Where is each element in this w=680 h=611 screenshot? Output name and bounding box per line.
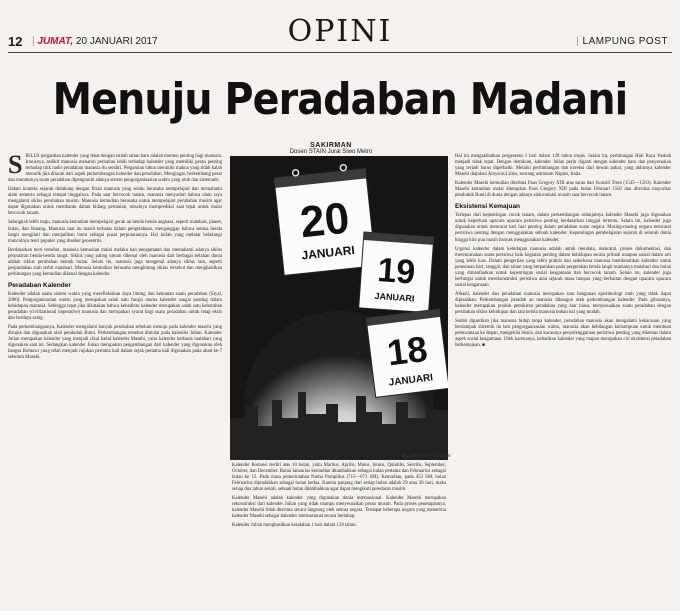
calendar-number: 18 <box>384 327 430 374</box>
subheading: Peradaban Kalender <box>8 281 71 289</box>
calendar-month: JANUARI <box>374 290 415 304</box>
drop-cap: S <box>8 150 23 179</box>
paragraph: Selangkah lebih maju, manusia kemudian mempelajari gerak an benda benda angkasa, seperti matahari, planet, bulan, dan bintang. Manusia saat itu masih terbatas dalam pengetahuan, menganggap bahwa semua benda langit mengitari dan menjadikan bumi sebagai pusat perputarannya. Hal inilah yang melatar belakangi munculnya teori populer yang disebut geosentris. <box>8 220 222 244</box>
paragraph: Berdasarkan teori tersebut, manusia kemudian mulai melaku kan pengamatan dan memahami adanya siklus perputaran benda-benda langit. Siklus yang paling umum dikenal oleh manusia dari berbagai belahan dunia adalah siklus perubahan bentuk bulan. Selain itu, manusia juga mengenal adanya siklus lain, seperti perpindahan arah terbit matahari. Manusia kemudian berusaha menghitung siklus tersebut dan menghasilkan perhitungan yang kemudian dikenal dengan kalender. <box>8 247 222 277</box>
column-1 <box>8 150 222 364</box>
calendar-page-18 <box>366 309 448 397</box>
paragraph: Kalender Masehi adalah kalender yang digunakan dunia internasional. Kalender Masehi merupakan rekonstruksi dari kalender Julian yang tidak mampu menyesuaikan peran musim. Pada proses penetapannya, kalender Masehi tidak diterima secara langsung oleh semua negara. Terdapat beberapa negara yang menerima kalender Masehi sebagai kalender internasional secara bertahap. <box>232 496 446 520</box>
illustration-caption: ■ LAMPUNG POST/ADI <box>402 453 451 458</box>
paragraph: Dalam konteks sejarah didukung dengan fitrah manusia yang selalu berusaha mempelajari dan memahami alam semesta sebagai tempat tinggalnya. Pada saat bercocok tanam, manusia menyadari bahwa alam raya mengalami siklus perubahan musim. Manusia kemudian berusaha untuk mempelajari perubahan musim agar dapat digunakan untuk membantu dalam bidang pertanian, misalnya memprediksi saat tepat untuk mulai bercocok tanam. <box>8 187 222 217</box>
article-headline: Menuju Peradaban Madani <box>52 74 628 125</box>
page-number: 12 <box>8 34 23 49</box>
byline <box>236 142 426 155</box>
separator: | <box>576 36 583 47</box>
column-3 <box>455 154 671 352</box>
newspaper-brand <box>576 36 668 47</box>
subheading: Eksistensi Kemajuan <box>455 203 521 211</box>
paragraph: Alhasil, kalender dan peradaban manusia merupakan satu bangunan epistimologi utuh yang tidak dapat dipisahkan. Perkembangan peradab an manusia dibangun oleh perkembangan kalender. Pada gilirannya, kalender merupakan produk pemikiran peradaban yang luar biasa, menyesuaikan suatu peradaban dengan perubahan siklus kehidupan dan tata kelola manusia bukan hal yang mudah. <box>455 291 671 316</box>
masthead <box>0 0 680 52</box>
calendar-page-20 <box>273 162 375 275</box>
brand-text: LAMPUNG POST <box>582 36 668 47</box>
paragraph: Kalender adalah suatu sistem waktu yang merefleksikan daya linting dan kekuatan suatu peradaban (Siyal, 2000). Pengorganisasian waktu yang merupakan salah satu fungsi utama kalender sangat penting dalam kehidupan manusia. Sehingga tepat jika dikatakan bahwa kehadiran kalender merupakan salah satu kebutuhan peradaban (civilizational imperative) manusia dan merupakan syarat bagi suatu peradaban untuk tetap eksis dan berdaya saing. <box>8 291 222 322</box>
calendar-illustration <box>230 156 451 460</box>
paragraph: Pada perkembangannya, Kalender mengalami banyak perubahan sebelum menuju pada kalender masehi yang dirujuk dan digunakan oleh penduduk Bumi. Perkembangan tersebut dimulai pada kalender Julian. Kalender Julian merupakan kalender yang menjadi cikal bakal kalender Masehi, yaitu kalender berbasis matahari yang digunakan saat ini. Sedangkan kalender Julian merupakan pengembangan dari kalender yang digunakan oleh bangsa Romawi yang telah menjadi rujukan pertama kali dalam sejak pertama kali digunakan pada abad ke-7 sebelum Masehi. <box>8 325 222 361</box>
paragraph: Hal ini mengakibatkan pergeseran 1 hari dalam 128 tahun tropis. Selain itu, perhitungan Hari Raya Paskah menjadi tidak tepat. Dengan demikian, kalender Julian perlu diganti dengan kalender baru dan penyesuaian yang terjadi harus diperbaiki. Melalui pertimbangan dan koreksi dari dewan pakar, yang akhirnya kalender Masehi diajukan Aloysius Lilius, seorang astronom Napies, Italia. <box>455 154 671 178</box>
date-text: 20 JANUARI 2017 <box>75 36 158 47</box>
paragraph: Urgensi kalender dalam kehidupan manusia adalah untuk mendata, mencatat, proses dokumentasi, dan merencanakan suatu peristiwa baik kegiatan penting dalam kehidupan secara pribadi maupun sosial dalam arti yang lebih luas. Dalam pengertian yang lebih praktis dan sederhana manusia membutuhkan kalender untuk penentuan hari, tanggal, dan tahun yang berpatokan pada pergerakan benda langit utamanya matahari dan bulan yang dimanfaatkan untuk kepentingan sosial keagamaan dan bercocok tanam. Selain itu, kalender juga berfungsi untuk merekonstruksi peristiwa atau sejarah masa lampau yang berkaitan dengan upacara upacara sosial keagamaan. <box>455 246 671 288</box>
column-2 <box>232 463 446 532</box>
author-affiliation: Dosen STAIN Jurai Siwo Metro <box>289 149 373 155</box>
author-name: SAKIRMAN <box>310 142 352 149</box>
paragraph: Kalender Julian menghasilkan kesalahan 1 hari dalam 128 tahun. <box>232 523 357 529</box>
section-title: OPINI <box>287 14 393 49</box>
calendar-month: JANUARI <box>388 372 434 389</box>
calendar-month: JANUARI <box>300 243 356 263</box>
calendar-number: 19 <box>376 251 417 292</box>
paragraph: Terlepas dari kepentingan cocok tanam, dalam perkembangan selanjutnya kalender Masehi juga digunakan untuk keperluan upacara upacara peristiwa penting berdasarkan tanggal tertentu. Selain itu, kalender juga digunakan untuk mencatat hari hari penting dalam peradaban suatu negara. Masing-masing negara mencatat peristiwa penting dengan menggunakan sebuah kalender. Kepentingan pembelajaran sejarah di seluruh dunia hingga kini pun masih banyak menggunakan kalender. <box>455 213 671 243</box>
calendar-number: 20 <box>297 193 352 248</box>
paragraph: Sudah dipastikan jika manusia hidup tanpa kalender, peradaban manusia akan mengalami kekacauan yang berdampak sistemik da lam pengorganisasian waktu, manusia akan kehilangan kemampuan untuk membuat perencanaan ke depan, mengelola bisnis, dan kacaunya penyelenggaraan peristiwa penting yang dikemas dalam aspek sosial keagamaan. Oleh karenanya, kehadiran kalender yang mapan merupakan ciri eksistensi peradaban berkemajuan. ■ <box>455 319 671 349</box>
calendar-page-19 <box>359 232 434 313</box>
paragraph: Kalender Romawi terdiri atas 10 bulan, yaitu Martius, Aprilis, Maius, Iunius, Quintilis, Sextilis, September, October, dan December. Bulan Ianuarius kemudian ditambahkan sebagai bulan pertama dan Februarius sebagai bulan ke 12. Pada masa pemerintahan Numa Pompilius (715—673 SM). Kemudian, pada 452 SM, bulan Februarius dipindahkan sebagai bulan kedua. Karena panjang dari setiap bulan adalah 29 atau 30 hari, maka setiap dua tahun sekali, sebuah bulan ditambahkan agar dapat mengikuti peredaran musim. <box>232 463 446 493</box>
paragraph: Kalender Masehi kemudian diterima Paus Gregory XIII atas saran dari Konsili Trent (1545—1563). Kalender Masehi kemudian mulai diterapkan Paus Gregory XIII pada bulan Februari 1582 dan diterima mayoritas penduduk Bumi di dunia dengan adanya sinkronisasi musim saat bercocok tanam. <box>455 181 671 199</box>
date-day: JUMAT, <box>37 36 74 47</box>
separator: | <box>32 36 38 47</box>
header-rule <box>8 52 672 53</box>
paragraph: SIKLUS pergantian kalender yang lekat dengan istilah tahun baru adalah momen penting bagi manusia. Ironisnya, sedikit manusia menaruh perhatian lebih terhadap kalender yang memiliki peran penting terhadap titik nadir peradaban manusia itu sendiri. Pergantian tahun memiliki makna yang tidak kalah menarik jika dilacak dari aspek perkembangan kalender dan peradaban. Mengingat, berkembang pesat dan mundurnya suatu peradaban dipengaruhi adanya sistem pengorganisasian waktu yang utuh dan sistematis. <box>8 150 222 184</box>
